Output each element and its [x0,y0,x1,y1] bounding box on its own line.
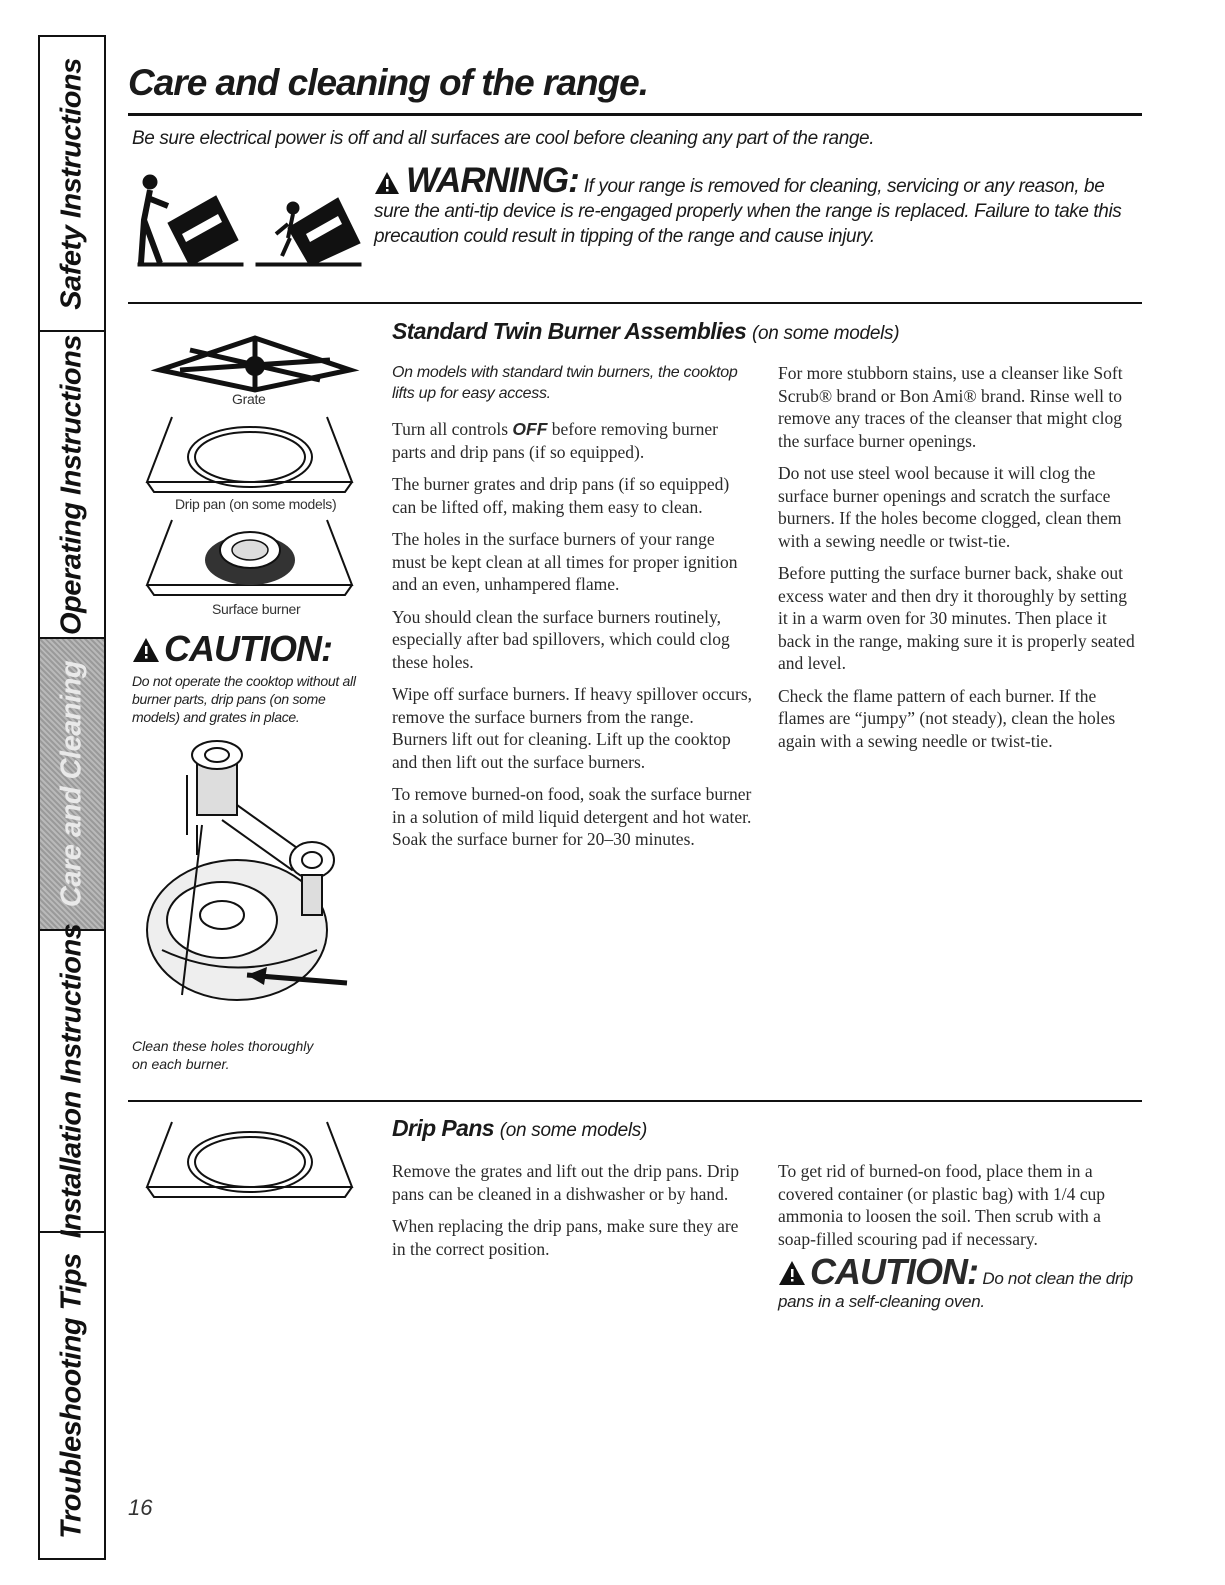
twin-burner-paragraph: Wipe off surface burners. If heavy spillover occurs, remove the surface burners from the range. Burners lift out for cleaning. Lift up the cooktop and then lift out the surface burners. [392,684,753,772]
twin-burner-column-2 [778,362,1138,762]
drip-pan-label: Drip pan (on some models) [175,496,337,512]
tab-label: Operating Instructions [55,334,88,635]
drip-pans-heading-text: Drip Pans [392,1115,494,1141]
side-navigation [38,35,106,1560]
twin-burner-paragraph [392,418,752,463]
drip-pans-heading [392,1115,647,1142]
tab-care-and-cleaning[interactable] [40,639,104,931]
tab-installation-instructions[interactable] [40,923,104,1239]
warning-heading: WARNING: [406,161,579,200]
title-rule [128,113,1142,116]
twin-burner-paragraph: For more stubborn stains, use a cleanser like Soft Scrub® brand or Bon Ami® brand. Rinse well to remove any traces of the cleanser that might clog the surface burner openings. [778,363,1123,451]
twin-burner-paragraph: Before putting the surface burner back, shake out excess water and then dry it thoroughly by setting it in a warm oven for 30 minutes. Then place it back in the range, making sure it is properly seated and level. [778,563,1135,673]
drip-pans-column-1 [392,1160,752,1270]
caution-text: Do not operate the cooktop without all burner parts, drip pans (on some models) and grates in place. [132,673,356,725]
drip-pan-illustration [142,1117,357,1202]
twin-burner-column-1 [392,362,752,861]
twin-burner-paragraph: Do not use steel wool because it will clog the surface burner openings and scratch the surface burners. If the holes become clogged, clean them with a sewing needle or twist-tie. [778,463,1122,551]
warning-triangle-icon [778,1260,806,1286]
caution-text: Do not clean the drip pans in a self-cleaning oven. [778,1269,1133,1311]
twin-burner-intro-note: On models with standard twin burners, the cooktop lifts up for easy access. [392,364,738,402]
caution-heading: CAUTION: [810,1251,978,1292]
page-number: 16 [128,1495,153,1520]
drip-pans-heading-note: (on some models) [499,1120,648,1141]
section-divider [128,1100,1142,1102]
twin-burner-paragraph: The holes in the surface burners of your range must be kept clean at all times for proper ignition and an even, unhampered flame. [392,529,738,594]
surface-burner-label: Surface burner [212,601,301,617]
warning-text: If your range is removed for cleaning, servicing or any reason, be sure the anti-tip device is re-engaged properly when the range is replaced. Failure to take this precaution could result in tipping of the range and cause injury. [374,176,1122,247]
tab-label: Safety Instructions [55,57,88,310]
burner-closeup-illustration [142,735,367,1015]
tab-safety-instructions[interactable] [40,37,104,332]
grate-illustration [150,330,360,395]
drip-pans-paragraph: To get rid of burned-on food, place them in a covered container (or plastic bag) with 1/4 cup ammonia to loosen the soil. Then scrub with a soap-filled scouring pad if necessary. [778,1161,1106,1249]
drip-pans-paragraph: Remove the grates and lift out the drip pans. Drip pans can be cleaned in a dishwasher or by hand. [392,1161,740,1204]
caution-heading: CAUTION: [164,628,332,669]
drip-pan-illustration [142,412,357,497]
anti-tip-illustration [138,168,368,273]
twin-burner-paragraph: The burner grates and drip pans (if so equipped) can be lifted off, making them easy to clean. [392,474,730,517]
warning-block [374,161,1144,249]
drip-pans-column-2 [778,1160,1138,1312]
drip-pans-caution [778,1251,1138,1312]
page-title: Care and cleaning of the range. [128,62,649,103]
warning-triangle-icon [374,171,400,195]
twin-burner-heading [392,318,899,345]
drip-pans-paragraph: When replacing the drip pans, make sure they are in the correct position. [392,1216,739,1259]
grate-label: Grate [232,391,266,407]
text-span: Turn all controls [392,419,513,439]
twin-burner-paragraph: Check the flame pattern of each burner. If the flames are “jumpy” (not steady), clean the holes again with a sewing needle or twist-tie. [778,685,1116,751]
tab-label: Care and Cleaning [55,660,88,908]
twin-burner-paragraph: To remove burned-on food, soak the surface burner in a solution of mild liquid detergent and hot water. Soak the surface burner for 20–30 minutes. [392,784,752,849]
twin-burner-heading-text: Standard Twin Burner Assemblies [392,318,747,344]
text-span: before removing burner parts and drip pans (if so equipped). [392,419,718,462]
warning-triangle-icon [132,637,160,663]
tab-troubleshooting-tips[interactable] [40,1233,104,1558]
twin-burner-paragraph: You should clean the surface burners routinely, especially after bad spillovers, which could clog these holes. [392,606,730,672]
tab-label: Installation Instructions [55,923,88,1239]
burner-closeup-caption: Clean these holes thoroughly on each burner. [132,1038,314,1072]
surface-burner-illustration [142,515,357,600]
caution-block [132,628,362,726]
tab-label: Troubleshooting Tips [55,1252,88,1539]
off-emphasis: OFF [512,419,548,439]
intro-text: Be sure electrical power is off and all surfaces are cool before cleaning any part of the range. [132,128,875,149]
twin-burner-heading-note: (on some models) [751,323,900,344]
tab-operating-instructions[interactable] [40,332,104,639]
section-divider [128,302,1142,304]
